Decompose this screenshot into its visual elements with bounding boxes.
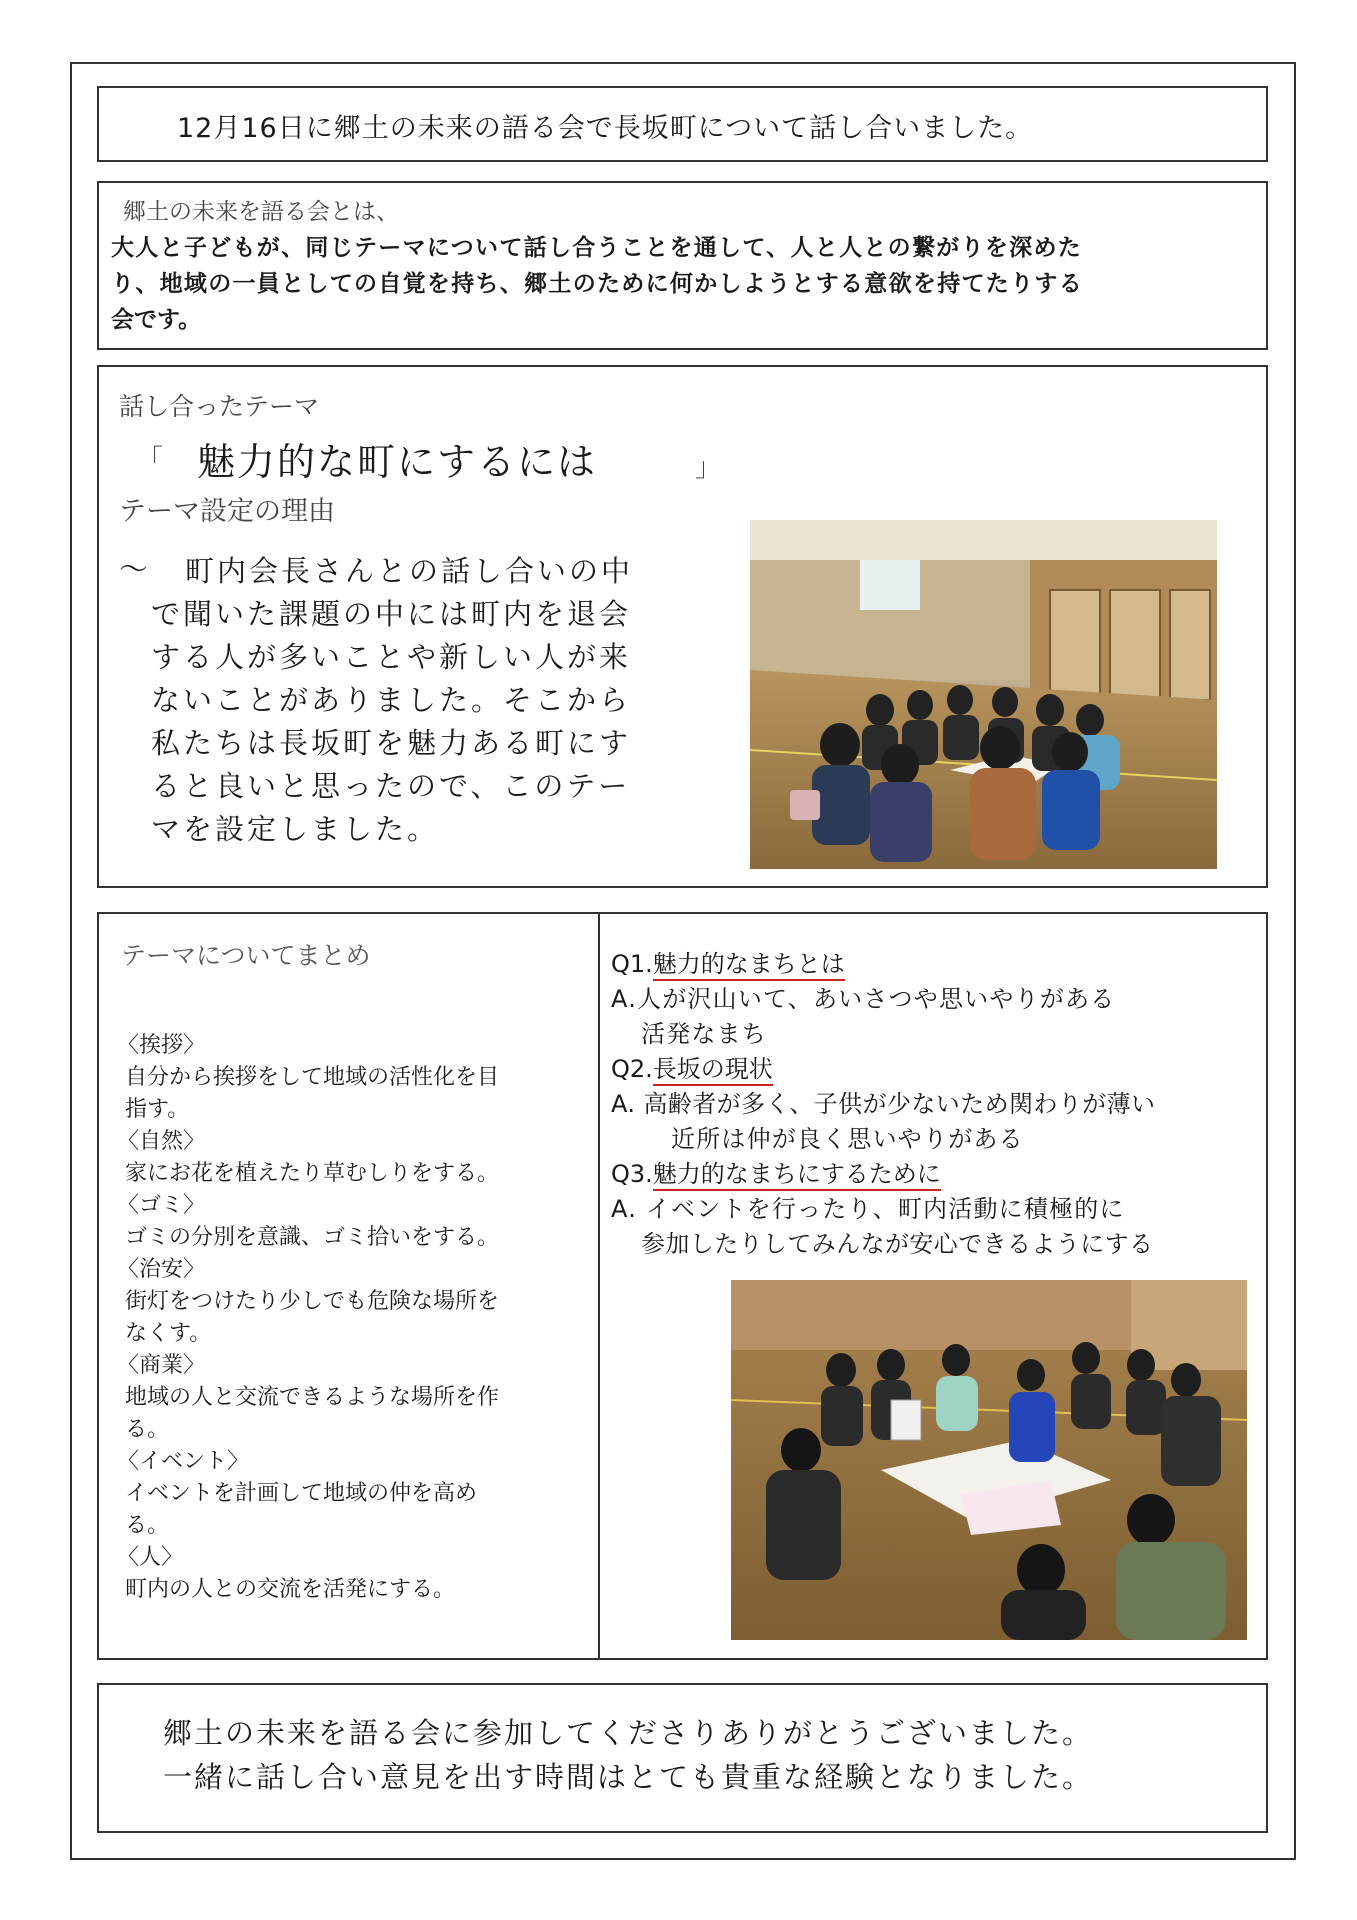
summary-line-5: 家にお花を植えたり草むしりをする。 [125, 1161, 500, 1186]
summary-line-11: 〈商業〉 [117, 1353, 206, 1378]
gym-discussion-photo-2 [731, 1280, 1247, 1640]
a2-line-1: A. 高齢者が多く、子供が少ないため関わりが薄い [611, 1090, 1156, 1118]
about-box [97, 181, 1268, 350]
summary-line-3: 指す。 [125, 1097, 190, 1122]
a1-line-1: A.人が沢山いて、あいさつや思いやりがある [611, 985, 1116, 1013]
summary-line-7: ゴミの分別を意識、ゴミ拾いをする。 [125, 1225, 500, 1250]
reason-line-6: ると良いと思ったので、このテー [151, 769, 631, 803]
a3-line-2: 参加したりしてみんなが安心できるようにする [641, 1230, 1154, 1258]
summary-line-17: 〈人〉 [117, 1545, 184, 1570]
q2-question: 長坂の現状 [653, 1055, 773, 1086]
summary-line-15: イベントを計画して地域の仲を高め [125, 1481, 478, 1506]
about-line-1: 大人と子どもが、同じテーマについて話し合うことを通して、人と人との繋がりを深めた [111, 235, 1083, 261]
summary-line-1: 〈挨拶〉 [117, 1033, 206, 1058]
a3-line-1: A. イベントを行ったり、町内活動に積極的に [611, 1195, 1125, 1223]
summary-line-8: 〈治安〉 [117, 1257, 206, 1282]
q3-prefix: Q3. [611, 1160, 653, 1188]
summary-line-18: 町内の人との交流を活発にする。 [125, 1577, 456, 1602]
reason-line-3: する人が多いことや新しい人が来 [151, 640, 632, 674]
summary-line-12: 地域の人と交流できるような場所を作 [125, 1385, 500, 1410]
closing-line-1: 郷土の未来を語る会に参加してくださりありがとうございました。 [163, 1716, 1094, 1750]
reason-line-7: マを設定しました。 [151, 812, 440, 846]
theme-open-bracket: 「 [137, 445, 164, 475]
reason-line-4: ないことがありました。そこから [151, 683, 632, 717]
header-box [97, 86, 1268, 162]
reason-line-2: で聞いた課題の中には町内を退会 [151, 597, 632, 631]
column-divider [598, 914, 600, 1658]
a1-line-2: 活発なまち [641, 1020, 767, 1048]
summary-heading: テーマについてまとめ [121, 941, 371, 970]
summary-line-13: る。 [125, 1417, 170, 1442]
q3-row [611, 1154, 941, 1189]
theme-tilde: ～ [119, 552, 149, 586]
about-heading: 郷土の未来を語る会とは、 [123, 199, 399, 225]
summary-line-2: 自分から挨拶をして地域の活性化を目 [125, 1065, 500, 1090]
q2-row [611, 1049, 773, 1084]
theme-title: 魅力的な町にするには [197, 440, 598, 484]
q1-row [611, 944, 845, 979]
closing-box [97, 1683, 1268, 1833]
a2-line-2: 近所は仲が良く思いやりがある [671, 1125, 1024, 1153]
summary-line-10: なくす。 [125, 1321, 212, 1346]
gym-discussion-photo-1 [750, 520, 1217, 869]
summary-line-4: 〈自然〉 [117, 1129, 206, 1154]
about-line-3: 会です。 [111, 307, 202, 333]
q1-question: 魅力的なまちとは [653, 950, 845, 981]
about-line-2: り、地域の一員としての自覚を持ち、郷土のために何かしようとする意欲を持てたりする [111, 271, 1083, 297]
q3-question: 魅力的なまちにするために [653, 1160, 941, 1191]
header-text: 12月16日に郷土の未来の語る会で長坂町について話し合いました。 [177, 113, 1034, 144]
summary-line-14: 〈イベント〉 [117, 1449, 250, 1474]
summary-line-16: る。 [125, 1513, 170, 1538]
reason-line-5: 私たちは長坂町を魅力ある町にす [151, 726, 632, 760]
summary-line-9: 街灯をつけたり少しでも危険な場所を [125, 1289, 500, 1314]
closing-line-2: 一緒に話し合い意見を出す時間はとても貴重な経験となりました。 [163, 1760, 1094, 1794]
reason-line-1: 町内会長さんとの話し合いの中 [185, 554, 634, 588]
summary-line-6: 〈ゴミ〉 [117, 1193, 206, 1218]
q1-prefix: Q1. [611, 950, 653, 978]
q2-prefix: Q2. [611, 1055, 653, 1083]
theme-reason-label: テーマ設定の理由 [119, 496, 335, 527]
theme-close-bracket: 」 [695, 453, 722, 483]
theme-label: 話し合ったテーマ [119, 392, 320, 421]
